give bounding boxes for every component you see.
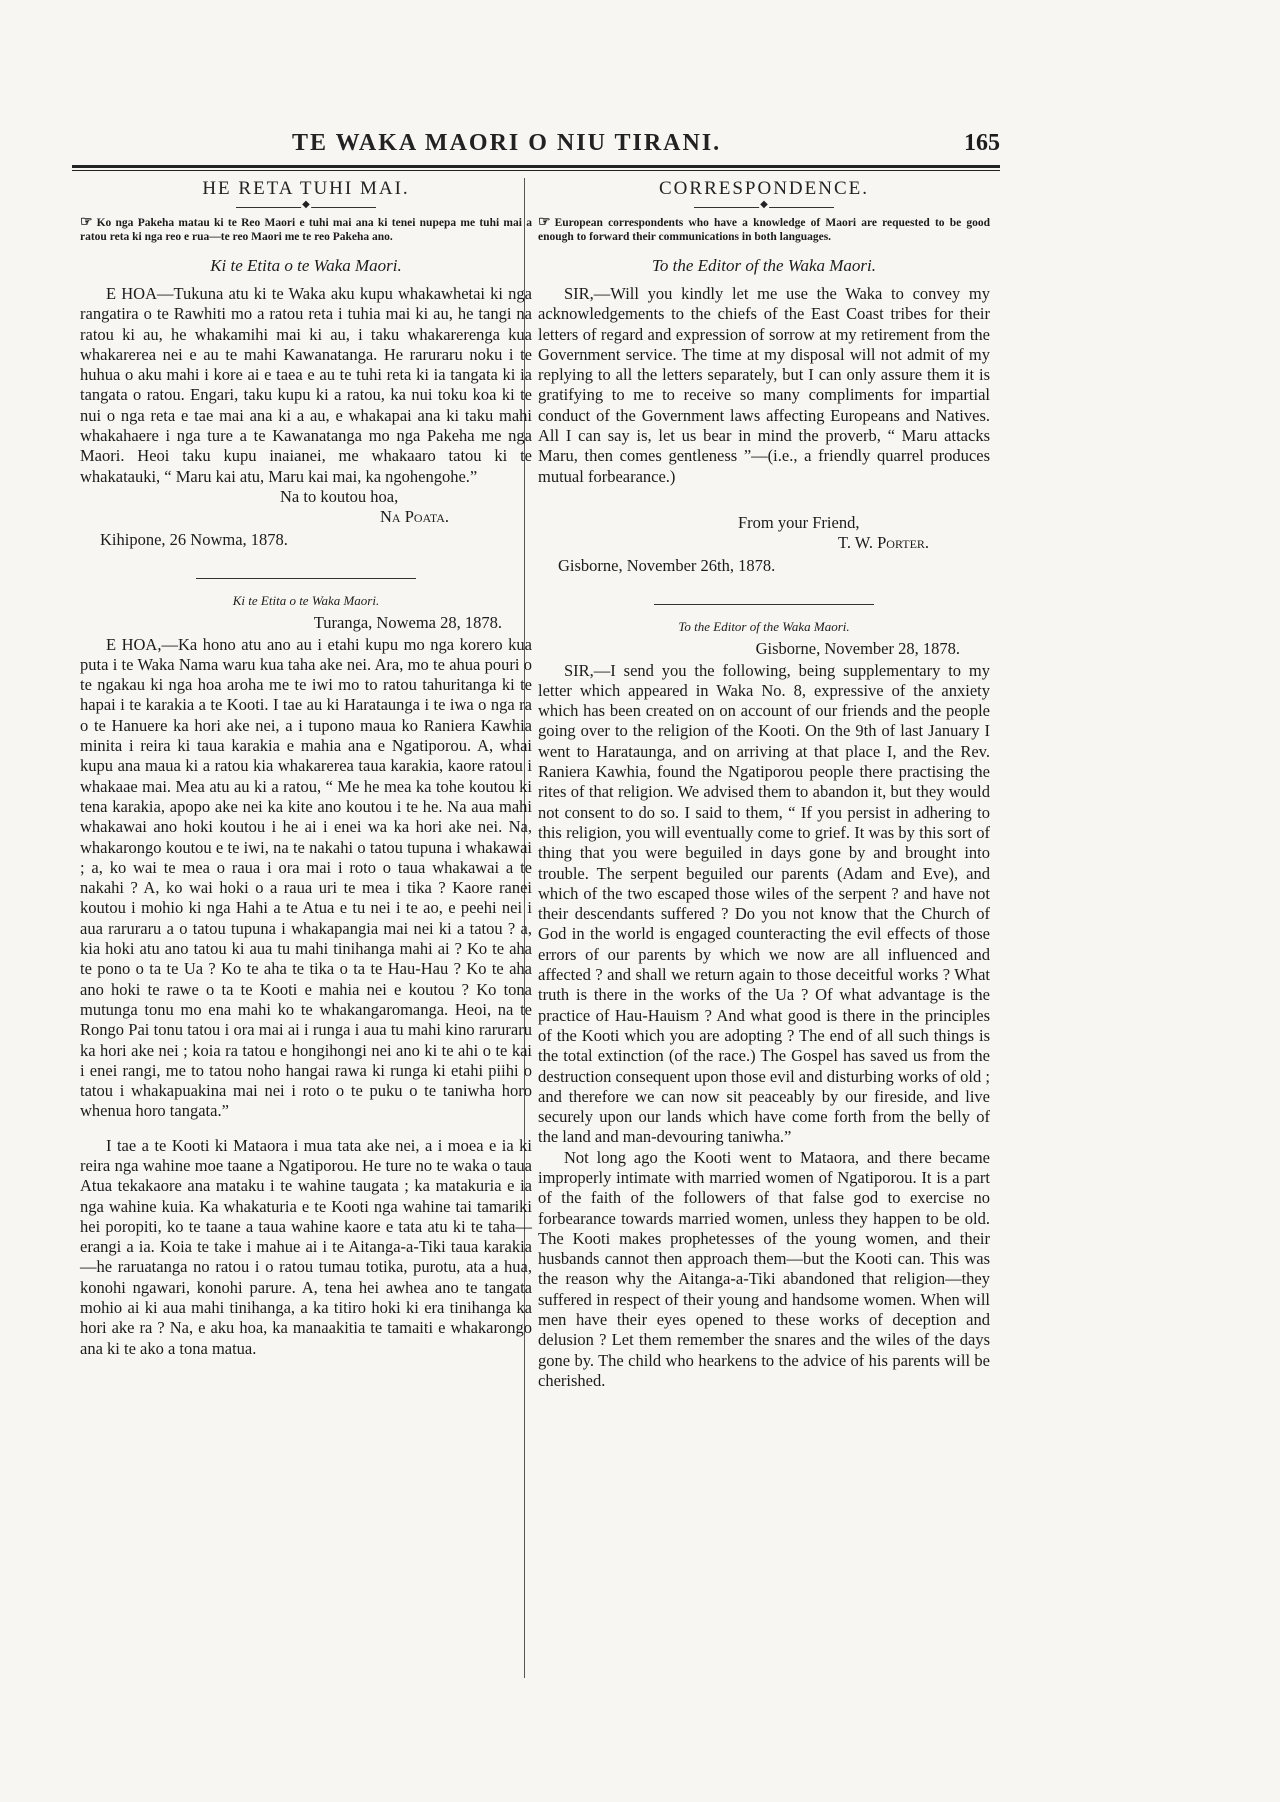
pointing-hand-icon: ☞ <box>538 215 551 230</box>
maori-letter2-body-continued: I tae a te Kooti ki Mataora i mua tata ake nei, a i moea e ia ki reira nga wahine moe taane a Ngatiporou. He ture no te waka o taua Atua tekakaore ana mataku i te wahine taugata ; ka matakuria e ia nga wahine kuia. Ka whakaturia e te Kooti nga wahine tai tamariki hei poropiti, ko te taane a taua wahine kaore e tata atu ki te taha—erangi a ia. Koia te take i mahue ai i te Aitanga-a-Tiki taua karakia—he raruatanga no ratou i o ratou tumau totika, purotu, ata a hua, konohi ngawari, konohi parure. A, tena hei awhea ano te tangata mohio ai ki aua mahi tinihanga, a ka titiro hoki ki era tinihanga ka hori ake ra ? Na, e aku hoa, ka manaakitia te tamaiti e whakarongo ana ki te ako a tona matua. <box>80 1135 532 1358</box>
diamond-rule <box>236 207 376 208</box>
english-letter1-valediction: From your Friend, <box>738 512 860 532</box>
maori-section-title: HE RETA TUHI MAI. <box>202 178 410 199</box>
english-column <box>538 178 990 1391</box>
pointing-hand-icon: ☞ <box>80 215 93 230</box>
maori-letter1-valediction: Na to koutou hoa, <box>280 486 399 506</box>
english-letter2-body: SIR,—I send you the following, being supplementary to my letter which appeared in Waka No. 8, expressive of the anxiety which has been created on on account of our friends and the people going over to the religion of the Kooti. On the 9th of last January I went to Harataunga, and on arriving at that place I, and the Rev. Raniera Kawhia, found the Ngatiporou people there practising the rites of that religion. We advised them to abandon it, but they would not consent to do so. I said to them, “ If you persist in adhering to this religion, you will eventually come to grief. It was by this sort of thing that you were beguiled in days gone by and brought into trouble. The serpent beguiled our parents (Adam and Eve), and which of the two escaped those wiles of the serpent ? and have not their descendants suffered ? Do you not know that the Church of God in the world is engaged counteracting the evil effects of those errors of our parents by which we now are all influenced and affected ? and shall we return again to those deceitful works ? What truth is there in the works of the Ua ? Of what advantage is the practice of Hau-Hauism ? And what good is there in the principles of the Kooti which you are adopting ? The end of all such things is the total extinction (of the race.) The Gospel has saved us from the destruction consequent upon those evil and disturbing works of old ; and therefore we can now sit peaceably by our fireside, and live securely upon our lands which have come forth from the belly of the land and man-devouring taniwha.” <box>538 660 990 1147</box>
maori-letter2-place-date: Turanga, Nowema 28, 1878. <box>313 612 502 632</box>
maori-notice-text: Ko nga Pakeha matau ki te Reo Maori e tuhi mai ana ki tenei nupepa me tuhi mai a ratou reta ki nga reo e rua—te reo Maori me te reo Pakeha ano. <box>80 217 532 243</box>
maori-notice <box>80 216 532 244</box>
maori-letter2-body: E HOA,—Ka hono atu ano au i etahi kupu mo nga korero kua puta i te Waka Nama waru kua taha ake nei. Ara, mo te ahua pouri o te ngakau ki nga hoa aroha me te iwi mo to ratou tahuritanga ki te hapai i te karakia a te Kooti. I tae au ki Harataunga i te iwa o nga ra o te Hanuere ka hori ake nei, a i tupono maua ko Raniera Kawhia minita i reira ki taua karakia e mahia ana e Ngatiporou. A, whai kupu ana maua ki a ratou kia whakarerea taua karakia, kaore ratou i whakaae mai. Mea atu au ki a ratou, “ Me he mea ka tohe koutou ki tena karakia, apopo ake nei ka kite ano koutou i te he. Na aua mahi whakawai ano hoki koutou i he ai i enei wa ka hori ake nei. Na, whakarongo koutou e te iwi, na te nakahi o tatou tupuna i whakawai ; a, ko wai te mea o raua i ora mai i roto o taua whakawai a te nakahi ? A, ko wai hoki o a raua uri te mea i tika ? Kaore ranei koutou i mohio ki nga Hahi a te Atua e tu nei i te ao, e peehi nei i aua raruraru a o tatou tupuna i whakapangia mai nei ki a tatou ? a, kia hoki atu ano tatou ki aua tu mahi tinihanga mahi ai ? Ko te aha te pono o ta te Ua ? Ko te aha te tika o ta te Hau-Hau ? Ko te aha ano hoki te rawe o ta te Kooti e mahia nei e koutou ? Ko tona mutunga tonu mo ena mahi ko te whakangaromanga. Heoi, na te Rongo Pai tonu tatou i ora mai ai i runga i aua tu mahi kino raruraru ka hori ake nei ; koia ra tatou e hongihongi nei ano ki te ahi o te kai i enei rangi, me to tatou noho hangai rawa ki runga ki etahi piihi o tatou i whakapuakina mai nei i roto o te puku o te taniwha horo whenua horo tangata.” <box>80 634 532 1121</box>
maori-letter1-signature: Na Poata. <box>380 507 450 527</box>
diamond-rule <box>694 207 834 208</box>
maori-letter1-closing <box>80 487 532 528</box>
english-letter2-body-continued: Not long ago the Kooti went to Mataora, and there became improperly intimate with married women of Ngatiporou. It is a part of the faith of the followers of that false god to exercise no forbearance towards married women, unless they happen to be old. The Kooti makes prophetesses of the young women, and their husbands cannot then approach them—but the Kooti can. This was the reason why the Aitanga-a-Tiki abandoned that religion—they suffered in respect of their young and handsome women. When will men have their eyes opened to these works of deception and delusion ? Let them remember the snares and the wiles of the days gone by. The child who hearkens to the advice of his parents will be cherished. <box>538 1147 990 1390</box>
english-letter1-addressee: To the Editor of the Waka Maori. <box>652 256 876 275</box>
letter-separator <box>654 604 874 605</box>
header-rule-thin <box>72 170 1000 171</box>
english-letter2-addressee: To the Editor of the Waka Maori. <box>678 618 850 634</box>
maori-letter1-addressee: Ki te Etita o te Waka Maori. <box>210 256 402 275</box>
maori-letter2-addressee: Ki te Etita o te Waka Maori. <box>232 592 380 608</box>
header-rule-thick <box>72 165 1000 168</box>
english-letter1-date: Gisborne, November 26th, 1878. <box>558 555 776 575</box>
maori-letter1-body: E HOA—Tukuna atu ki te Waka aku kupu whakawhetai ki nga rangatira o te Rawhiti mo a ratou reta i tuhia mai ki au, he tangi na ratou ki au, he whakamihi mai ki au, i taku whakarerenga kua whakarerea nei e au te mahi Kawanatanga. He raruraru noku i te huhua o aku mahi i kore ai e taea e au te tuhi reta ki ia tangata ki ia tangata o ratou. Engari, taku kupu ki a ratou, ka nui toku koa ki te nui o nga reta e tae mai ana ki a au, e whakapai ana ki taku mahi whakahaere i nga ture a te Kawanatanga mo nga Pakeha me nga Maori. Heoi taku kupu inaianei, me whakaaro tatou ki te whakatauki, “ Maru kai atu, Maru kai mai, ka ngohengohe.” <box>80 284 532 486</box>
english-notice <box>538 216 990 244</box>
english-section-title: CORRESPONDENCE. <box>659 178 869 199</box>
running-title: TE WAKA MAORI O NIU TIRANI. <box>292 130 722 156</box>
page-header <box>72 100 1000 168</box>
english-letter1-closing <box>538 513 990 554</box>
letter-separator <box>196 578 416 579</box>
english-notice-text: European correspondents who have a knowledge of Maori are requested to be good enough to forward their communications in both languages. <box>538 217 990 243</box>
maori-column <box>80 178 532 1359</box>
maori-letter1-date: Kihipone, 26 Nowma, 1878. <box>100 529 288 549</box>
english-letter1-signature: T. W. Porter. <box>838 533 930 553</box>
english-letter2-place-date: Gisborne, November 28, 1878. <box>755 638 960 658</box>
page-number: 165 <box>964 130 1000 156</box>
english-letter1-body: SIR,—Will you kindly let me use the Waka to convey my acknowledgements to the chiefs of the East Coast tribes for their letters of regard and expression of sorrow at my retirement from the Government service. The time at my disposal will not admit of my replying to all the letters separately, but I can only assure them it is gratifying to me to receive so many compliments for impartial conduct of the Government laws affecting Europeans and Natives. All I can say is, let us bear in mind the proverb, “ Maru attacks Maru, then comes gentleness ”—(i.e., a friendly quarrel produces mutual forbearance.) <box>538 284 990 486</box>
